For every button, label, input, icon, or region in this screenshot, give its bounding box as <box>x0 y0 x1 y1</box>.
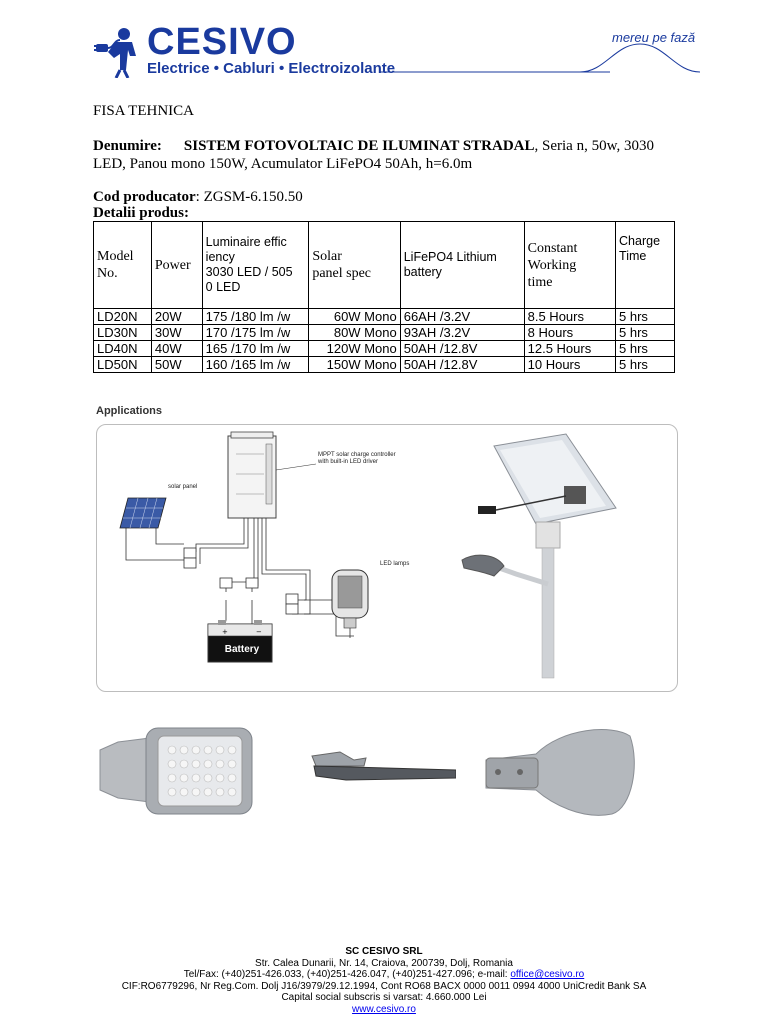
led-lamps-label: LED lamps <box>380 561 410 567</box>
solar-panel-label: solar panel <box>168 484 198 490</box>
header-power: Power <box>151 222 202 309</box>
cell-working-time: 10 Hours <box>524 357 615 373</box>
cell-power: 50W <box>151 357 202 373</box>
street-light-image <box>462 434 616 678</box>
website-link[interactable]: www.cesivo.ro <box>352 1003 416 1015</box>
cell-working-time: 12.5 Hours <box>524 341 615 357</box>
cell-solar: 80W Mono <box>309 325 400 341</box>
cell-model: LD30N <box>94 325 152 341</box>
led-lamp-icon <box>332 570 368 638</box>
table-header-row <box>94 222 675 309</box>
cesivo-logo-icon <box>94 26 148 78</box>
footer <box>0 946 768 1015</box>
terminal-block-icon <box>184 548 298 614</box>
product-photo-front <box>98 722 258 820</box>
footer-company: SC CESIVO SRL <box>345 946 423 957</box>
controller-label: MPPT solar charge controller with built-in LED driver <box>318 452 396 465</box>
cell-model: LD20N <box>94 309 152 325</box>
producer-code-value: : ZGSM-6.150.50 <box>195 189 303 205</box>
spec-table <box>93 221 675 373</box>
product-name-line1 <box>93 137 693 156</box>
email-link[interactable]: office@cesivo.ro <box>510 969 585 980</box>
cell-efficiency: 160 /165 lm /w <box>202 357 309 373</box>
cell-battery: 66AH /3.2V <box>400 309 524 325</box>
cell-battery: 50AH /12.8V <box>400 341 524 357</box>
cell-working-time: 8 Hours <box>524 325 615 341</box>
footer-capital: Capital social subscris si varsat: 4.660.000 Lei <box>281 992 487 1003</box>
header-efficiency: Luminaire effic iency 3030 LED / 505 0 LED <box>202 222 309 309</box>
table-row <box>94 325 675 341</box>
brand-tagline: Electrice • Cabluri • Electroizolante <box>147 60 396 77</box>
brand-name: CESIVO <box>147 21 297 63</box>
cell-model: LD40N <box>94 341 152 357</box>
cell-power: 30W <box>151 325 202 341</box>
cell-charge-time: 5 hrs <box>616 357 675 373</box>
svg-text:−: − <box>256 628 262 636</box>
product-photo-side <box>306 748 456 788</box>
product-name-rest: , Seria n, 50w, 3030 <box>534 138 654 154</box>
cell-solar: 150W Mono <box>309 357 400 373</box>
document-title: FISA TEHNICA <box>93 103 194 119</box>
applications-title: Applications <box>96 405 163 417</box>
cell-battery: 93AH /3.2V <box>400 325 524 341</box>
table-row <box>94 341 675 357</box>
cell-model: LD50N <box>94 357 152 373</box>
cell-solar: 60W Mono <box>309 309 400 325</box>
cell-power: 40W <box>151 341 202 357</box>
cell-charge-time: 5 hrs <box>616 341 675 357</box>
cell-efficiency: 170 /175 lm /w <box>202 325 309 341</box>
header-working-time: Constant Working time <box>524 222 615 309</box>
footer-registry: CIF:RO6779296, Nr Reg.Com. Dolj J16/3979/29.12.1994, Cont RO68 BACX 0000 0011 0994 4000 UniCredit Bank SA <box>121 980 647 992</box>
battery-label: Battery <box>224 644 260 655</box>
product-photo-back <box>482 724 638 820</box>
product-name: SISTEM FOTOVOLTAIC DE ILUMINAT STRADAL <box>183 138 535 154</box>
product-details-label: Detalii produs: <box>93 205 189 221</box>
cell-battery: 50AH /12.8V <box>400 357 524 373</box>
cell-efficiency: 175 /180 lm /w <box>202 309 309 325</box>
denumire-label: Denumire: <box>93 138 162 154</box>
header-solar: Solar panel spec <box>309 222 400 309</box>
header-model: Model No. <box>94 222 152 309</box>
cell-charge-time: 5 hrs <box>616 309 675 325</box>
cell-power: 20W <box>151 309 202 325</box>
table-row <box>94 309 675 325</box>
footer-address: Str. Calea Dunarii, Nr. 14, Craiova, 200739, Dolj, Romania <box>255 957 513 969</box>
header-rule <box>380 40 710 82</box>
svg-text:+: + <box>222 628 228 636</box>
producer-code-label: Cod producator <box>93 189 196 205</box>
cell-solar: 120W Mono <box>309 341 400 357</box>
cell-working-time: 8.5 Hours <box>524 309 615 325</box>
cell-efficiency: 165 /170 lm /w <box>202 341 309 357</box>
cell-charge-time: 5 hrs <box>616 325 675 341</box>
solar-panel-icon <box>120 498 166 528</box>
header-charge-time: Charge Time <box>616 222 675 309</box>
table-row <box>94 357 675 373</box>
battery-icon <box>208 620 272 662</box>
product-name-line2: LED, Panou mono 150W, Acumulator LiFePO4 50Ah, h=6.0m <box>93 156 473 172</box>
brand-motto: mereu pe fază <box>612 30 696 45</box>
header-battery: LiFePO4 Lithium battery <box>400 222 524 309</box>
footer-contact: Tel/Fax: (+40)251-426.033, (+40)251-426.047, (+40)251-427.096; e-mail: office@cesivo.ro <box>183 969 585 980</box>
charge-controller-icon <box>228 432 316 518</box>
